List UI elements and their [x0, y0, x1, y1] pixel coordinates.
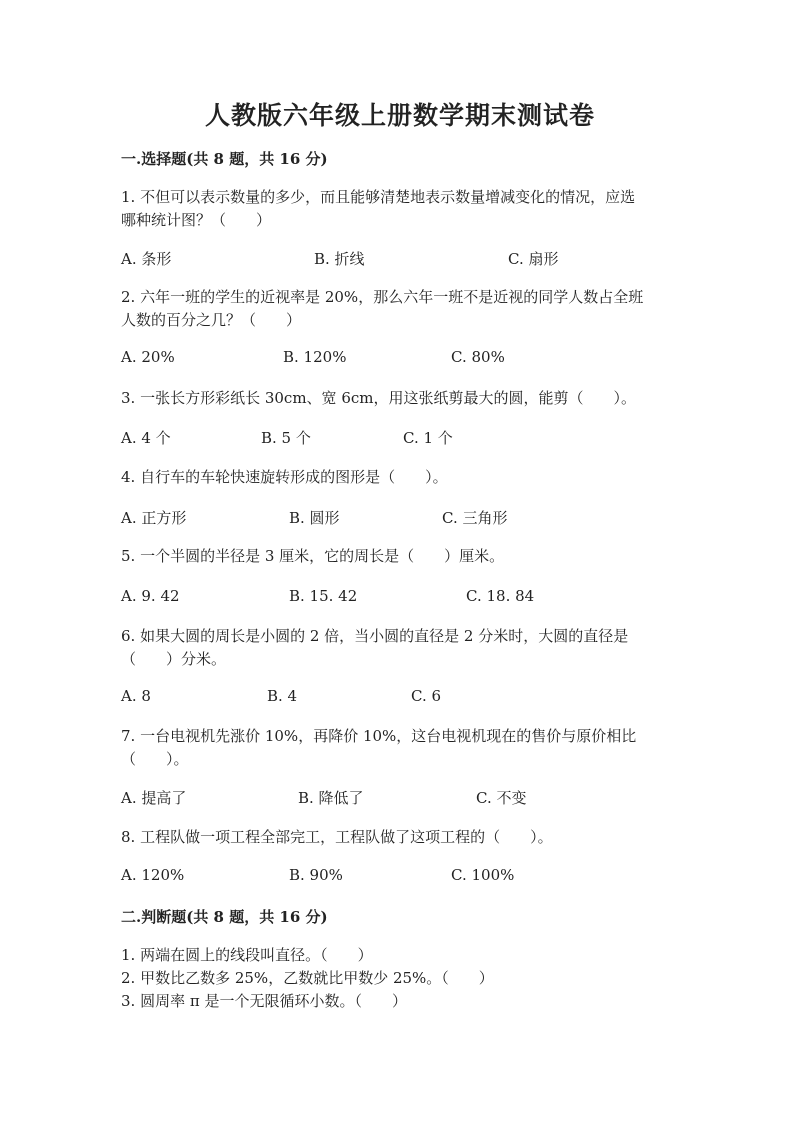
option-a: A. 20%	[121, 348, 175, 366]
question-7-line-2: （ ）。	[121, 750, 189, 768]
question-8-options	[121, 866, 681, 888]
question-4-line-1: 4. 自行车的车轮快速旋转形成的图形是（ ）。	[121, 468, 448, 486]
judge-item-2: 2. 甲数比乙数多 25%，乙数就比甲数少 25%。（ ）	[121, 969, 494, 987]
judge-item-1: 1. 两端在圆上的线段叫直径。（ ）	[121, 946, 373, 964]
question-1-options	[121, 248, 681, 270]
option-a: A. 4 个	[121, 429, 171, 447]
question-3-options	[121, 427, 681, 449]
option-c: C. 6	[411, 687, 442, 705]
option-c: C. 扇形	[508, 250, 559, 268]
question-2-line-1: 2. 六年一班的学生的近视率是 20%，那么六年一班不是近视的同学人数占全班	[121, 288, 644, 306]
option-b: B. 5 个	[261, 429, 311, 447]
question-6-line-2: （ ）分米。	[121, 650, 227, 668]
question-3	[121, 387, 681, 410]
option-b: B. 15. 42	[289, 587, 358, 605]
section-heading-judge: 二.判断题(共 8 题，共 16 分)	[121, 908, 328, 926]
question-8-line-1: 8. 工程队做一项工程全部完工，工程队做了这项工程的（ ）。	[121, 828, 553, 846]
option-a: A. 条形	[121, 250, 172, 268]
option-a: A. 正方形	[121, 509, 187, 527]
page-title: 人教版六年级上册数学期末测试卷	[204, 101, 595, 130]
question-6-line-1: 6. 如果大圆的周长是小圆的 2 倍，当小圆的直径是 2 分米时，大圆的直径是	[121, 627, 629, 645]
question-3-line-1: 3. 一张长方形彩纸长 30cm、宽 6cm，用这张纸剪最大的圆，能剪（ ）。	[121, 389, 636, 407]
option-a: A. 120%	[121, 866, 185, 884]
option-c: C. 18. 84	[466, 587, 535, 605]
option-a: A. 提高了	[121, 789, 187, 807]
question-5-options	[121, 587, 681, 609]
option-a: A. 8	[121, 687, 151, 705]
question-7	[121, 725, 681, 771]
question-2	[121, 286, 681, 332]
question-5	[121, 545, 681, 568]
option-c: C. 不变	[476, 789, 527, 807]
option-b: B. 4	[267, 687, 298, 705]
question-4	[121, 466, 681, 489]
option-c: C. 1 个	[403, 429, 453, 447]
question-6	[121, 625, 681, 671]
question-2-options	[121, 348, 681, 370]
option-b: B. 90%	[289, 866, 343, 884]
question-5-line-1: 5. 一个半圆的半径是 3 厘米，它的周长是（ ）厘米。	[121, 547, 505, 565]
option-c: C. 100%	[451, 866, 515, 884]
option-b: B. 圆形	[289, 509, 340, 527]
question-7-line-1: 7. 一台电视机先涨价 10%，再降价 10%，这台电视机现在的售价与原价相比	[121, 727, 637, 745]
question-7-options	[121, 787, 681, 809]
option-c: C. 80%	[451, 348, 505, 366]
question-8	[121, 826, 681, 849]
option-b: B. 折线	[314, 250, 365, 268]
question-4-options	[121, 507, 681, 529]
option-a: A. 9. 42	[121, 587, 180, 605]
question-6-options	[121, 687, 681, 709]
judge-item-3: 3. 圆周率 π 是一个无限循环小数。（ ）	[121, 992, 407, 1010]
question-2-line-2: 人数的百分之几？（ ）	[121, 311, 302, 329]
question-1-line-2: 哪种统计图？（ ）	[121, 211, 272, 229]
option-b: B. 120%	[283, 348, 347, 366]
section-heading-choice: 一.选择题(共 8 题，共 16 分)	[121, 150, 328, 168]
option-c: C. 三角形	[442, 509, 508, 527]
option-b: B. 降低了	[298, 789, 364, 807]
question-1-line-1: 1. 不但可以表示数量的多少，而且能够清楚地表示数量增减变化的情况，应选	[121, 188, 636, 206]
question-1	[121, 186, 681, 232]
